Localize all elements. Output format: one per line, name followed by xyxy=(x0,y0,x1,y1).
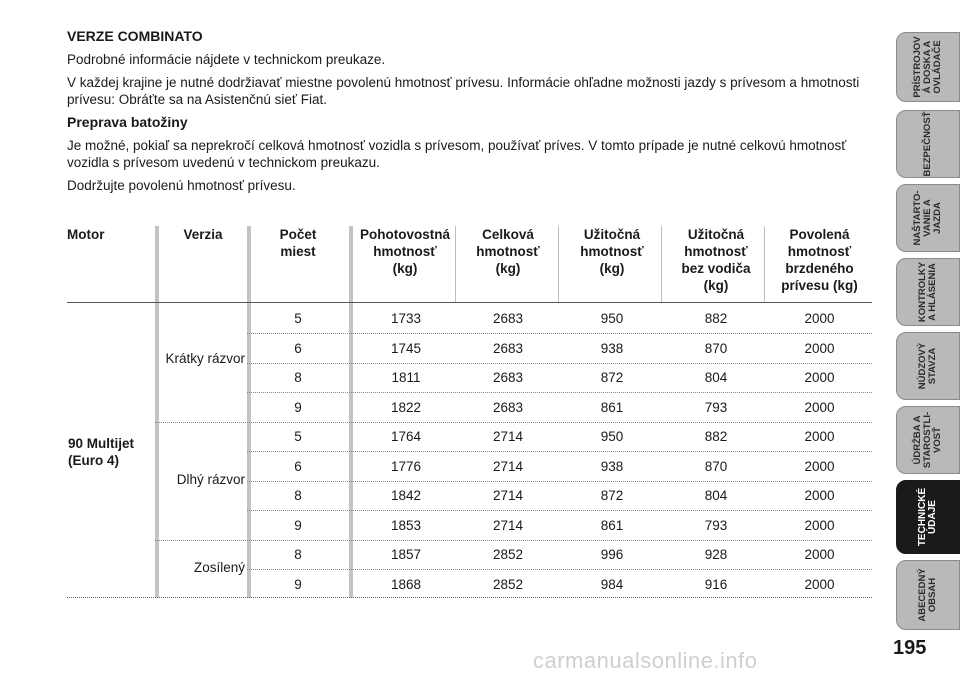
table-cell-trailer: 2000 xyxy=(804,429,835,444)
header-curb: Pohotovostná hmotnosť (kg) xyxy=(360,227,450,276)
chapter-tab-label: ÚDRŽBA A STAROSTLI- VOSŤ xyxy=(912,411,943,469)
table-cell-gross: 2683 xyxy=(492,399,524,415)
motor-name: 90 Multijet (Euro 4) xyxy=(68,436,135,468)
table-cell-seats: 9 xyxy=(294,576,302,592)
header-payload: Užitočná hmotnosť (kg) xyxy=(580,227,644,276)
group-label: Krátky rázvor xyxy=(165,351,245,366)
chapter-tab-label: ABECEDNÝ OBSAH xyxy=(917,568,938,622)
header-seats: Počet miest xyxy=(279,227,317,259)
table-cell-trailer: 2000 xyxy=(804,399,835,415)
table-cell-curb: 1811 xyxy=(391,370,421,385)
table-cell-gross: 2714 xyxy=(492,517,524,533)
table-cell-payload-nodriver: 870 xyxy=(704,458,728,474)
table-cell-curb: 1822 xyxy=(390,399,422,415)
table-cell-trailer: 2000 xyxy=(804,458,835,474)
row-separator xyxy=(247,510,872,511)
table-cell-gross: 2714 xyxy=(492,458,524,474)
table-cell-trailer: 2000 xyxy=(804,517,835,533)
table-cell-gross: 2683 xyxy=(492,370,524,385)
table-cell-gross: 2683 xyxy=(492,311,524,326)
table-cell-seats: 8 xyxy=(294,370,302,385)
header-trailer: Povolená hmotnosť brzdeného prívesu (kg) xyxy=(781,227,858,293)
header-rule xyxy=(67,302,872,303)
row-separator xyxy=(247,451,872,452)
table-cell-curb: 1776 xyxy=(390,458,422,474)
table-cell-payload-nodriver: 870 xyxy=(704,340,728,356)
table-cell-trailer: 2000 xyxy=(804,488,835,503)
chapter-tab[interactable] xyxy=(896,184,960,252)
header-motor xyxy=(67,226,127,243)
table-cell-payload-nodriver: 804 xyxy=(704,370,728,385)
table-cell-gross: 2714 xyxy=(492,488,524,503)
group-separator xyxy=(155,422,872,423)
table-cell-curb: 1868 xyxy=(390,576,422,592)
table-cell-payload: 861 xyxy=(600,399,624,415)
column-divider xyxy=(155,226,159,598)
header-divider xyxy=(455,226,456,302)
chapter-tab-label: BEZPEČNOSŤ xyxy=(922,111,933,177)
subheading: Preprava batožiny xyxy=(67,114,188,130)
table-cell-curb: 1842 xyxy=(390,488,422,503)
table-cell-trailer: 2000 xyxy=(804,311,835,326)
column-divider xyxy=(247,226,251,598)
header-verzia-text: Verzia xyxy=(183,227,223,242)
table-cell-payload: 996 xyxy=(600,547,624,562)
table-cell-payload-nodriver: 793 xyxy=(704,517,728,533)
paragraph: Dodržujte povolenú hmotnosť prívesu. xyxy=(67,178,296,193)
header-divider xyxy=(764,226,765,302)
table-cell-payload: 950 xyxy=(600,429,624,444)
table-cell-gross: 2683 xyxy=(492,340,524,356)
row-separator xyxy=(247,569,872,570)
chapter-tab[interactable] xyxy=(896,258,960,326)
table-cell-payload: 938 xyxy=(600,458,624,474)
group-label: Dlhý rázvor xyxy=(176,472,245,487)
table-cell-payload-nodriver: 882 xyxy=(704,311,728,326)
table-cell-trailer: 2000 xyxy=(804,547,835,562)
intro-text xyxy=(67,28,872,200)
table-cell-payload: 872 xyxy=(600,370,624,385)
row-separator xyxy=(247,363,872,364)
bottom-rule xyxy=(67,597,872,598)
chapter-tab[interactable] xyxy=(896,110,960,178)
chapter-tab-label: PRÍSTROJOV Á DOSKA A OVLÁDAČE xyxy=(912,36,943,98)
table-cell-trailer: 2000 xyxy=(804,340,835,356)
table-cell-payload: 938 xyxy=(600,340,624,356)
table-cell-payload: 861 xyxy=(600,517,624,533)
row-separator xyxy=(247,333,872,334)
table-cell-seats: 5 xyxy=(294,311,302,326)
header-divider xyxy=(558,226,559,302)
header-verzia xyxy=(163,226,243,243)
table-cell-seats: 9 xyxy=(294,399,302,415)
chapter-tab-label: KONTROLKY A HLÁSENIA xyxy=(917,261,938,323)
column-divider xyxy=(349,226,353,598)
table-cell-curb: 1745 xyxy=(390,340,422,356)
table-cell-curb: 1733 xyxy=(390,311,422,326)
table-cell-curb: 1764 xyxy=(390,429,422,444)
table-cell-trailer: 2000 xyxy=(804,576,835,592)
header-motor-text: Motor xyxy=(67,227,105,242)
row-separator xyxy=(247,392,872,393)
table-cell-payload-nodriver: 882 xyxy=(704,429,728,444)
header-payload-no-driver: Užitočná hmotnosť bez vodiča (kg) xyxy=(681,227,751,293)
table-cell-payload-nodriver: 793 xyxy=(704,399,728,415)
section-heading: VERZE COMBINATO xyxy=(67,28,203,44)
chapter-tab[interactable] xyxy=(896,406,960,474)
chapter-tab-label: TECHNICKÉ ÚDAJE xyxy=(917,487,938,547)
table-cell-gross: 2852 xyxy=(492,576,524,592)
table-cell-payload-nodriver: 928 xyxy=(704,547,728,562)
paragraph: Podrobné informácie nájdete v technickom preukaze. xyxy=(67,52,386,67)
row-separator xyxy=(247,481,872,482)
group-label: Zosílený xyxy=(193,560,245,575)
table-cell-payload: 950 xyxy=(600,311,624,326)
chapter-tab[interactable] xyxy=(896,332,960,400)
table-cell-seats: 8 xyxy=(294,547,302,562)
table-cell-seats: 9 xyxy=(294,517,302,533)
paragraph: V každej krajine je nutné dodržiavať miestne povolenú hmotnosť prívesu. Informácie ohľadne možnosti jazdy s prívesom a hmotnosti prívesu: Obráťte sa na Asistenčnú sieť Fiat. xyxy=(67,75,860,107)
table-cell-payload: 984 xyxy=(600,576,624,592)
chapter-tab[interactable] xyxy=(896,32,960,102)
watermark: carmanualsonline.info xyxy=(533,648,758,673)
table-cell-payload: 872 xyxy=(600,488,624,503)
chapter-tab-label: NAŠTARTO- VANIE A JAZDA xyxy=(912,190,943,246)
table-cell-trailer: 2000 xyxy=(804,370,835,385)
table-cell-gross: 2852 xyxy=(492,547,524,562)
table-cell-seats: 8 xyxy=(294,488,302,503)
weights-table xyxy=(67,226,872,598)
table-cell-curb: 1857 xyxy=(390,547,422,562)
chapter-tab-label: NÚDZOVÝ STAVZA xyxy=(917,342,938,390)
table-cell-seats: 6 xyxy=(294,458,302,474)
chapter-tab[interactable] xyxy=(896,560,960,630)
table-cell-seats: 6 xyxy=(294,340,302,356)
table-cell-seats: 5 xyxy=(294,429,302,444)
table-cell-payload-nodriver: 804 xyxy=(704,488,728,503)
table-cell-gross: 2714 xyxy=(492,429,524,444)
page-number: 195 xyxy=(893,637,927,659)
header-divider xyxy=(661,226,662,302)
chapter-tab[interactable] xyxy=(896,480,960,554)
paragraph: Je možné, pokiaľ sa neprekročí celková hmotnosť vozidla s prívesom, používať príves. V tomto prípade je nutné celkovú hmotnosť vozidla s prívesom uvedenú v technickom preukazu. xyxy=(67,138,847,170)
group-separator xyxy=(155,540,872,541)
header-gross: Celková hmotnosť (kg) xyxy=(476,227,540,276)
table-cell-curb: 1853 xyxy=(390,517,422,533)
table-cell-payload-nodriver: 916 xyxy=(704,576,728,592)
